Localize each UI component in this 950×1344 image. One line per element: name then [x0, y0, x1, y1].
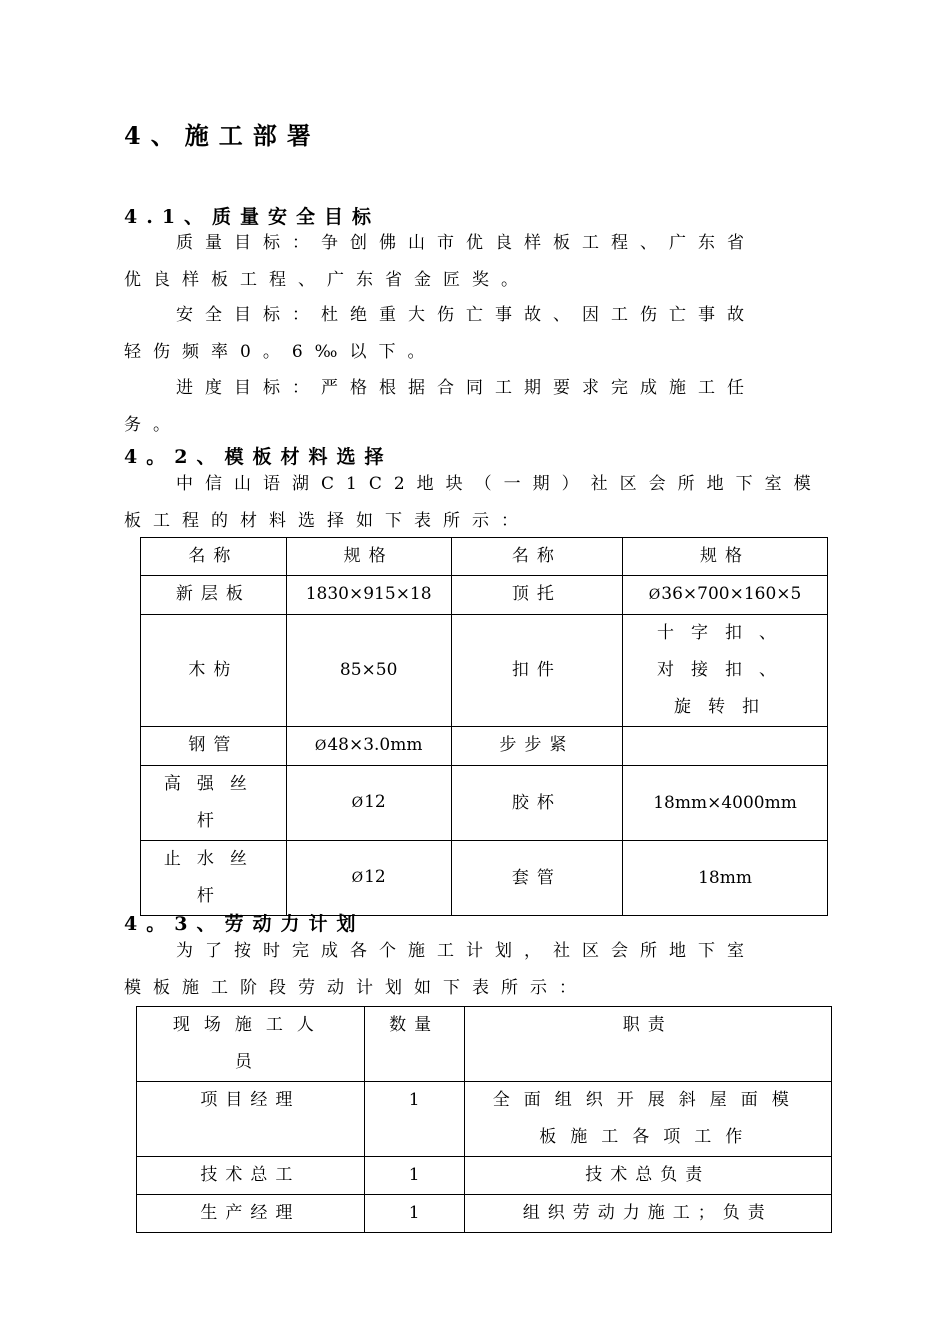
materials-table	[140, 537, 828, 916]
table-row	[141, 766, 828, 841]
subsection-heading-labor-plan: 4。3、劳动力计划	[124, 913, 365, 935]
schedule-goal-line-2: 务。	[124, 415, 182, 435]
table-cell: 顶托	[451, 576, 623, 615]
table-cell: 1	[364, 1195, 464, 1233]
table-cell: 新层板	[141, 576, 287, 615]
table-row	[137, 1195, 832, 1233]
labor-plan-table	[136, 1006, 832, 1233]
table-header: 规格	[623, 538, 828, 576]
diameter-icon: Ø	[351, 795, 364, 811]
table-header: 名称	[451, 538, 623, 576]
safety-goal-line-1: 安全目标：杜绝重大伤亡事故、因工伤亡事故	[176, 305, 756, 325]
table-header: 现场施工人员	[137, 1007, 365, 1082]
table-header: 职责	[464, 1007, 831, 1082]
table-row	[141, 841, 828, 916]
subsection-heading-formwork-materials: 4。2、模板材料选择	[124, 446, 393, 468]
table-cell: 全面组织开展斜屋面模板施工各项工作	[464, 1082, 831, 1157]
table-header: 名称	[141, 538, 287, 576]
table-cell	[286, 727, 451, 766]
safety-goal-line-2: 轻伤频率0。6‰以下。	[124, 342, 437, 362]
section-heading: 4、施工部署	[124, 121, 321, 150]
cell-value: 12	[364, 867, 386, 887]
table-cell: 1830×915×18	[286, 576, 451, 615]
labor-intro-line-2: 模板施工阶段劳动计划如下表所示：	[124, 978, 588, 998]
table-cell: 木枋	[141, 615, 287, 727]
table-cell	[623, 576, 828, 615]
table-row	[137, 1157, 832, 1195]
table-cell: 钢管	[141, 727, 287, 766]
table-row	[141, 576, 828, 615]
table-header: 数量	[364, 1007, 464, 1082]
schedule-goal-line-1: 进度目标：严格根据合同工期要求完成施工任	[176, 378, 756, 398]
cell-value: 12	[364, 792, 386, 812]
table-cell: 止水丝杆	[141, 841, 287, 916]
table-cell: 步步紧	[451, 727, 623, 766]
table-row	[141, 615, 828, 727]
diameter-icon: Ø	[648, 587, 661, 603]
table-cell: 85×50	[286, 615, 451, 727]
quality-goal-line-2: 优良样板工程、广东省金匠奖。	[124, 270, 530, 290]
table-header-row	[137, 1007, 832, 1082]
table-cell	[286, 766, 451, 841]
table-cell: 胶杯	[451, 766, 623, 841]
table-row	[137, 1082, 832, 1157]
diameter-icon: Ø	[351, 870, 364, 886]
table-cell: 1	[364, 1157, 464, 1195]
cell-value: 36×700×160×5	[661, 584, 802, 604]
labor-intro-line-1: 为了按时完成各个施工计划，社区会所地下室	[176, 941, 756, 961]
table-cell: 18mm	[623, 841, 828, 916]
materials-intro-line-2: 板工程的材料选择如下表所示：	[124, 511, 530, 531]
table-header: 规格	[286, 538, 451, 576]
table-cell: 十字扣、对接扣、旋转扣	[623, 615, 828, 727]
table-cell	[623, 727, 828, 766]
diameter-icon: Ø	[314, 738, 327, 754]
subsection-heading-quality-safety: 4.1、质量安全目标	[124, 206, 381, 228]
table-cell: 项目经理	[137, 1082, 365, 1157]
materials-intro-line-1: 中信山语湖C1C2地块（一期）社区会所地下室模	[176, 474, 823, 494]
quality-goal-line-1: 质量目标：争创佛山市优良样板工程、广东省	[176, 233, 756, 253]
table-cell: 18mm×4000mm	[623, 766, 828, 841]
table-cell: 高强丝杆	[141, 766, 287, 841]
table-cell: 技术总负责	[464, 1157, 831, 1195]
table-header-row	[141, 538, 828, 576]
table-cell: 组织劳动力施工；负责	[464, 1195, 831, 1233]
table-row	[141, 727, 828, 766]
table-cell: 生产经理	[137, 1195, 365, 1233]
table-cell: 技术总工	[137, 1157, 365, 1195]
table-cell: 扣件	[451, 615, 623, 727]
table-cell: 套管	[451, 841, 623, 916]
cell-value: 48×3.0mm	[327, 735, 423, 755]
table-cell	[286, 841, 451, 916]
table-cell: 1	[364, 1082, 464, 1157]
